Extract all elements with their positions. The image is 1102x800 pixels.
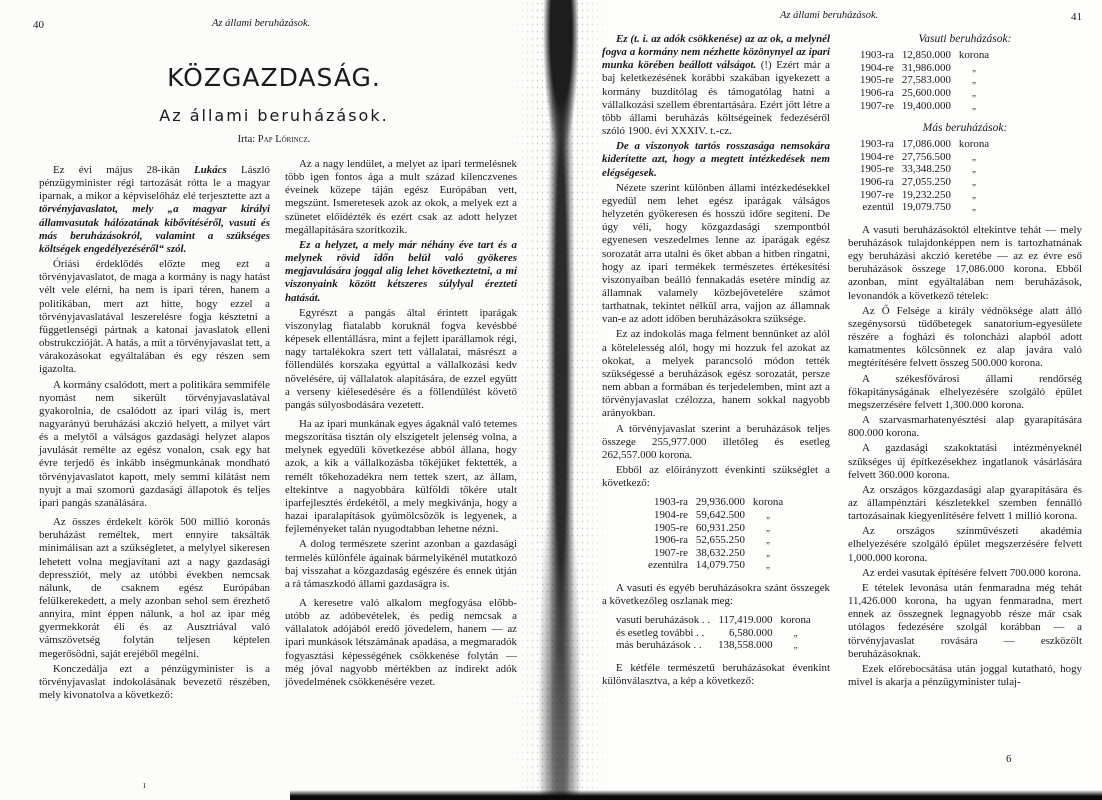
row-amount: 52,655.250 bbox=[695, 534, 745, 547]
row-label: 1906-ra bbox=[654, 534, 688, 547]
article-title: Az állami beruházások. bbox=[159, 106, 389, 125]
row-amount: 33,348.250 bbox=[901, 163, 951, 176]
row-label: más beruházások . . bbox=[616, 639, 702, 652]
table-row bbox=[856, 74, 993, 87]
table-row bbox=[612, 614, 815, 627]
table-row bbox=[644, 534, 787, 547]
row-amount: 27,756.500 bbox=[901, 150, 951, 163]
split-table bbox=[612, 614, 815, 652]
paragraph: A székesfővárosi állami rendőrség főkapitányságának elhelyezésére szolgáló épület megszerzésére felvett 1,300.000 korona. bbox=[848, 372, 1082, 411]
signature-mark: 6 bbox=[1006, 753, 1012, 765]
row-amount: 59,642.500 bbox=[695, 508, 745, 521]
row-label: 1905-re bbox=[860, 74, 894, 87]
row-label: 1906-ra bbox=[860, 176, 894, 189]
table-row bbox=[856, 176, 993, 189]
byline-author: Pap Lőrincz. bbox=[257, 134, 311, 145]
byline-prefix: Irta: bbox=[237, 134, 256, 145]
row-amount: 138,558.000 bbox=[718, 639, 773, 652]
row-amount: 60,931.250 bbox=[695, 521, 745, 534]
right-column-1 bbox=[602, 33, 830, 690]
row-amount: 29,936.000 bbox=[695, 496, 745, 509]
paragraph: Az összes érdekelt körök 500 millió koronás beruházást reméltek, mert ennyire taksálták minimálisan azt a szükségletet, a melylyel sikeresen lehetett volna megjavítani azt a nagy gazdasági depressziót, mely az utóbbi években nemcsak nálunk, de csaknem egész Európában felülkerekedett, a mely azonban sehol sem érezhető annyira, mint éppen nálunk, a hol az ipar még gyermekkorát éli és az Ausztriával való vámszövetség folytán teljesen képtelen megerősödni, saját erejéből megélni. bbox=[39, 516, 270, 660]
paragraph: A kormány csalódott, mert a politikára semmiféle nyomást nem sikerült törvényjavaslatával gyakorolnia, de csalódott az ipari világ is, mert nagyarányú beruházási akczió helyett, a milyet várt és a melytől a válságos gazdasági helyzet alapos javulását remélte az egész vonalon, csak egy hat évre terjedő és inkább inségmunkának mondható törvényjavaslatot kapott, mely semmi kilátást nem nyujt a mai szomorú gazdasági állapotok és teljes ipari pangás szanálására. bbox=[39, 378, 270, 509]
table-row bbox=[644, 547, 787, 560]
row-amount: 17,086.000 bbox=[901, 138, 951, 151]
row-label: 1904-re bbox=[860, 61, 894, 74]
row-label: 1904-re bbox=[860, 150, 894, 163]
row-label: 1904-re bbox=[654, 508, 688, 521]
paragraph-emphasis: De a viszonyok tartós rosszasága nemsokára kiderítette azt, hogy a megtett intézkedések nem elégségesek. bbox=[602, 140, 830, 179]
paragraph: A vasuti és egyéb beruházásokra szánt összegek a következőleg oszlanak meg: bbox=[602, 581, 830, 608]
row-label: 1903-ra bbox=[860, 138, 894, 151]
text-run: Ez évi május 28-ikán bbox=[53, 164, 195, 176]
row-unit: „ bbox=[972, 151, 977, 162]
paragraph bbox=[602, 33, 830, 138]
page-number-left: 40 bbox=[33, 19, 44, 31]
table-row bbox=[612, 627, 815, 640]
table-row bbox=[644, 559, 787, 572]
row-unit: korona bbox=[958, 49, 990, 62]
table-row bbox=[612, 639, 815, 652]
row-unit: „ bbox=[766, 522, 771, 533]
row-amount: 12,850.000 bbox=[901, 49, 951, 62]
paragraph: E kétféle természetű beruházásokat évenkint különválasztva, a kép a következő: bbox=[602, 661, 830, 688]
row-label: ezentúlra bbox=[648, 559, 688, 572]
row-unit: korona bbox=[752, 496, 784, 509]
paragraph: Az országos színművészeti akadémia elhelyezésére szolgáló épület megszerzésére felvett 1,000.000 korona. bbox=[848, 525, 1082, 564]
row-unit: „ bbox=[972, 202, 977, 213]
row-amount: 117,419.000 bbox=[718, 614, 773, 627]
row-label: 1906-ra bbox=[860, 86, 894, 99]
left-page bbox=[0, 0, 548, 800]
other-investments-heading: Más beruházások: bbox=[922, 122, 1008, 135]
paragraph: Óriási érdeklődés előzte meg ezt a törvényjavaslatot, de maga a kormány is nagy hatást vélt vele elérni, ha nem is ipari téren, hanem a politikában, mert azt hitte, hogy ezzel a törvényjavaslatával leszerelésre fogja késztetni a függetlenségi pártnak a katonai javaslatok elleni obstrukczióját. A hatás, a mit a törvényjavaslat tett, a várakozásokat egyáltalában és egy részen sem igazolta. bbox=[39, 258, 270, 376]
row-unit: „ bbox=[972, 75, 977, 86]
paragraph: Ebből az előirányzott évenkinti szükséglet a következő: bbox=[602, 464, 830, 490]
paragraph bbox=[39, 164, 270, 256]
ink-mark: ı bbox=[143, 780, 146, 791]
railway-investments-table bbox=[856, 49, 993, 112]
row-unit: „ bbox=[972, 100, 977, 111]
section-title: KÖZGAZDASÁG. bbox=[167, 63, 381, 92]
row-amount: 19,400.000 bbox=[901, 99, 951, 112]
row-amount: 27,583.000 bbox=[901, 74, 951, 87]
paragraph: A vasuti beruházásoktól eltekintve tehát — mely beruházások tulajdonképpen nem is tartozhatnának egy beruházási akczió keretébe — az ez évre eső beruházások összege 17,086.000 korona. Ebből azonban, mint egyáltalában nem beruházások, levonandók a következő tételek: bbox=[848, 223, 1082, 302]
table-row bbox=[644, 509, 787, 522]
row-label: 1903-ra bbox=[654, 496, 688, 509]
left-column-2 bbox=[285, 158, 517, 691]
paragraph: Konczedálja ezt a pénzügyminister is a törvényjavaslat indokolásának bevezető részében, mely kivonatolva a következő: bbox=[39, 662, 270, 702]
row-unit: „ bbox=[766, 560, 771, 571]
row-unit: „ bbox=[793, 627, 798, 638]
row-amount: 14,079.750 bbox=[695, 559, 745, 572]
row-label: 1907-re bbox=[860, 188, 894, 201]
table-row bbox=[856, 201, 993, 214]
table-row bbox=[856, 87, 993, 100]
row-amount: 25,600.000 bbox=[901, 86, 951, 99]
row-unit: korona bbox=[958, 138, 990, 151]
row-unit: „ bbox=[766, 509, 771, 520]
paragraph: A törvényjavaslat szerint a beruházások teljes összege 255,977.000 illetőleg és esetleg 262,557.000 korona. bbox=[602, 422, 830, 461]
row-unit: „ bbox=[972, 62, 977, 73]
paragraph-emphasis: Ez a helyzet, a mely már néhány éve tart és a melynek rövid időn belül való gyökeres megjavulására joggal alig lehet következtetni, a mi viszonyaink között kétszeres súlylyal érezteti hatását. bbox=[285, 238, 517, 304]
left-column-1 bbox=[39, 164, 270, 704]
row-label: 1907-re bbox=[860, 99, 894, 112]
row-unit: „ bbox=[972, 87, 977, 98]
row-unit: korona bbox=[780, 614, 811, 627]
text-run: (!) Ezért már a baj keletkezésének korábbi szakában igyekezett a kormány buzdítólag és támogatólag hatni a vállalkozási szellem ébrentartására. Ezért jött létre a több állami beruházás költségeinek fedezéséről szóló 1900. évi XXXIV. t.-cz. bbox=[602, 59, 830, 138]
row-label: 1907-re bbox=[654, 546, 688, 559]
railway-investments-heading: Vasuti beruházások: bbox=[918, 33, 1012, 45]
paragraph: Az erdei vasutak építésére felvett 700.000 korona. bbox=[862, 566, 1081, 579]
row-unit: „ bbox=[972, 189, 977, 200]
right-page bbox=[548, 0, 1102, 800]
byline bbox=[0, 134, 548, 145]
paragraph: Ez az indokolás maga felment bennünket az alól a kötelelesség alól, hogy mi hozzuk fel azokat az okokat, a melyek parancsoló módon tették szükségessé a beruházások egész sorozatát, persze nem abban a formában és terjedelemben, mint azt a törvényjavaslat czélozza, hanem sokkal nagyobb arányokban. bbox=[602, 328, 830, 420]
paragraph: Az a nagy lendület, a melyet az ipari termelésnek több igen fontos ága a mult század kilenczvenes éveinek közepe táján egész Európában vett, megszünt. Ismeretesek azok az okok, a melyek ezt a szünetet előidézték és ezért csak az adott helyzet megállapítására szorítkozik. bbox=[285, 158, 517, 236]
emphasis-name: Lukács bbox=[194, 164, 227, 176]
page-number-right: 41 bbox=[1071, 11, 1082, 23]
paragraph: Egyrészt a pangás által érintett iparágak viszonylag fiatalabb koruknál fogva kevésbbé képesek ellentállásra, mint a fejlett iparállamok régi, nagy tartalékokra szert tett vállalatai, másrészt a föllendülés korszaka egyúttal a vállalkozási kedv növelésére, új vállalatok alapítására, de ezzel együtt a verseny kiélesedésére és a föllendülést követő pangás súlyosbodására vezetett. bbox=[285, 306, 517, 411]
paragraph: A szarvasmarhatenyésztési alap gyarapítására 800.000 korona. bbox=[848, 414, 1082, 440]
table-row bbox=[856, 49, 993, 62]
row-unit: „ bbox=[793, 640, 798, 651]
gutter-scan-noise bbox=[510, 0, 610, 800]
table-row bbox=[856, 151, 993, 164]
scan-edge-shadow bbox=[290, 790, 1102, 800]
row-unit: „ bbox=[766, 535, 771, 546]
table-row bbox=[644, 496, 787, 509]
row-amount: 19,232.250 bbox=[901, 188, 951, 201]
emphasis-bill-title: törvényjavaslatot, mely „a magyar királyi államvasutak hálózatának kibővítéséről, vasuti és más beruházásokról, valamint a szükséges költségek engedélyezéséről“ szól. bbox=[39, 203, 270, 255]
paragraph: E tételek levonása után fenmaradna még tehát 11,426.000 korona, ha ugyan fenmaradna, mert ennek az összegnek legnagyobb része már csak utólagos fedezésére szolgál korábban — a törvényjavaslat rovására — eszközölt beruházásoknak. bbox=[848, 581, 1082, 660]
paragraph: Az Ő Felsége a király védnöksége alatt álló szegénysorsú tüdőbetegek sanatorium-egyesülete részére a fogházi és toloncházi alapból adott kamatmentes kölcsönnek ez alap javára való megtérítésére felvett összeg 500.000 korona. bbox=[848, 304, 1082, 370]
running-head-left: Az állami beruházások. bbox=[212, 18, 311, 29]
right-column-2 bbox=[848, 33, 1082, 691]
emphasis-quote: Ez (t. i. az adók csökkenése) az az ok, a melynél fogva a kormány nem nézhette közönynyel az ipari munka körében beállott válságot. bbox=[602, 33, 830, 72]
row-label: és esetleg további . . bbox=[616, 626, 705, 639]
row-label: 1903-ra bbox=[860, 49, 894, 62]
row-label: vasuti beruházások . . bbox=[616, 614, 711, 627]
paragraph: A keresetre való alkalom megfogyása előbb-utóbb az adóbevételek, és pedig nemcsak a vállalatok adójából eredő jövedelem, hanem — az ipari munkások létszámának apadása, a megmaradók fogyasztási képességének csökkenése folytán — még jóval nagyobb mértékben az indirekt adók jövedelmének csökkenésére vezet. bbox=[285, 597, 517, 688]
table-row bbox=[644, 522, 787, 535]
paragraph: Ezek előrebocsátása után joggal kutatható, hogy mivel is akarja a pénzügyminister tulaj- bbox=[848, 662, 1082, 688]
row-label: 1905-re bbox=[654, 521, 688, 534]
other-investments-table bbox=[856, 138, 993, 214]
row-amount: 19,079.750 bbox=[901, 201, 951, 214]
paragraph: Ha az ipari munkának egyes ágaknál való tetemes megszorítása tisztán oly elszigetelt jelenség volna, a melynek egyedüli következése abból állana, hogy azok, a kik a vállalkozásba tőkéjüket fektették, a remélt tőkehozadékra nem tettek szert, az állam, eltekintve a nagyobbára külföldi tőkére utalt iparfejlesztés érdekétől, a mely megkivánja, hogy a hazai iparalapítások gyümölcsözők is legyenek, a fejleményeket talán nyugodtabban lehetne nézni. bbox=[285, 417, 517, 536]
row-amount: 6,580.000 bbox=[728, 626, 773, 639]
row-unit: „ bbox=[766, 547, 771, 558]
paragraph: Nézete szerint különben állami intézkedésekkel egyedül nem lehet egész iparágak válságos helyzetén gyökeresen és hosszú időre segíteni. De úgy véli, hogy közgazdasági szempontból egyenesen veszedelmes lenne az iparágak egész sorozatát arra utalni és őket abban a hitben ringatni, hogy az ipari termékek természetes értékesítési viszonyaiban beálló fennakadás esetére mindig az államnak valamely közbejövetelére számot tarthatnak, tekintet nélkül arra, vajjon az államnak van-e az adott időben beruházásokra szüksége. bbox=[602, 181, 830, 326]
paragraph: A dolog természete szerint azonban a gazdasági termelés különféle ágainak bármelyikénél mutatkozó baj visszahat a közgazdaság egészére és ennek útján a rá támaszkodó állami gazdaságra is. bbox=[285, 538, 517, 590]
row-unit: „ bbox=[972, 177, 977, 188]
row-amount: 27,055.250 bbox=[901, 176, 951, 189]
table-row bbox=[856, 138, 993, 151]
row-label: ezentúl bbox=[862, 201, 894, 214]
table-row bbox=[856, 62, 993, 75]
table-row bbox=[856, 163, 993, 176]
table-row bbox=[856, 100, 993, 113]
text-run: László pénzügyminister régi tartozását rótta le a magyar iparnak, a mikor a képviselőház elé terjesztette azt a bbox=[39, 164, 270, 203]
running-head-right: Az állami beruházások. bbox=[780, 10, 879, 21]
annual-requirement-table bbox=[644, 496, 787, 572]
row-amount: 38,632.250 bbox=[695, 546, 745, 559]
row-unit: „ bbox=[972, 164, 977, 175]
row-label: 1905-re bbox=[860, 163, 894, 176]
paragraph: Az országos közgazdasági alap gyarapítására és az állampénztári készletekkel szemben fennálló tartozásainak kiegyenlítésére felvett 1 millió korona. bbox=[848, 483, 1082, 523]
row-amount: 31,986.000 bbox=[901, 61, 951, 74]
paragraph: A gazdasági szakoktatási intézményeknél szükséges új építkezésekhez ingatlanok vásárlására felvett 360.000 korona. bbox=[848, 442, 1082, 481]
table-row bbox=[856, 189, 993, 202]
